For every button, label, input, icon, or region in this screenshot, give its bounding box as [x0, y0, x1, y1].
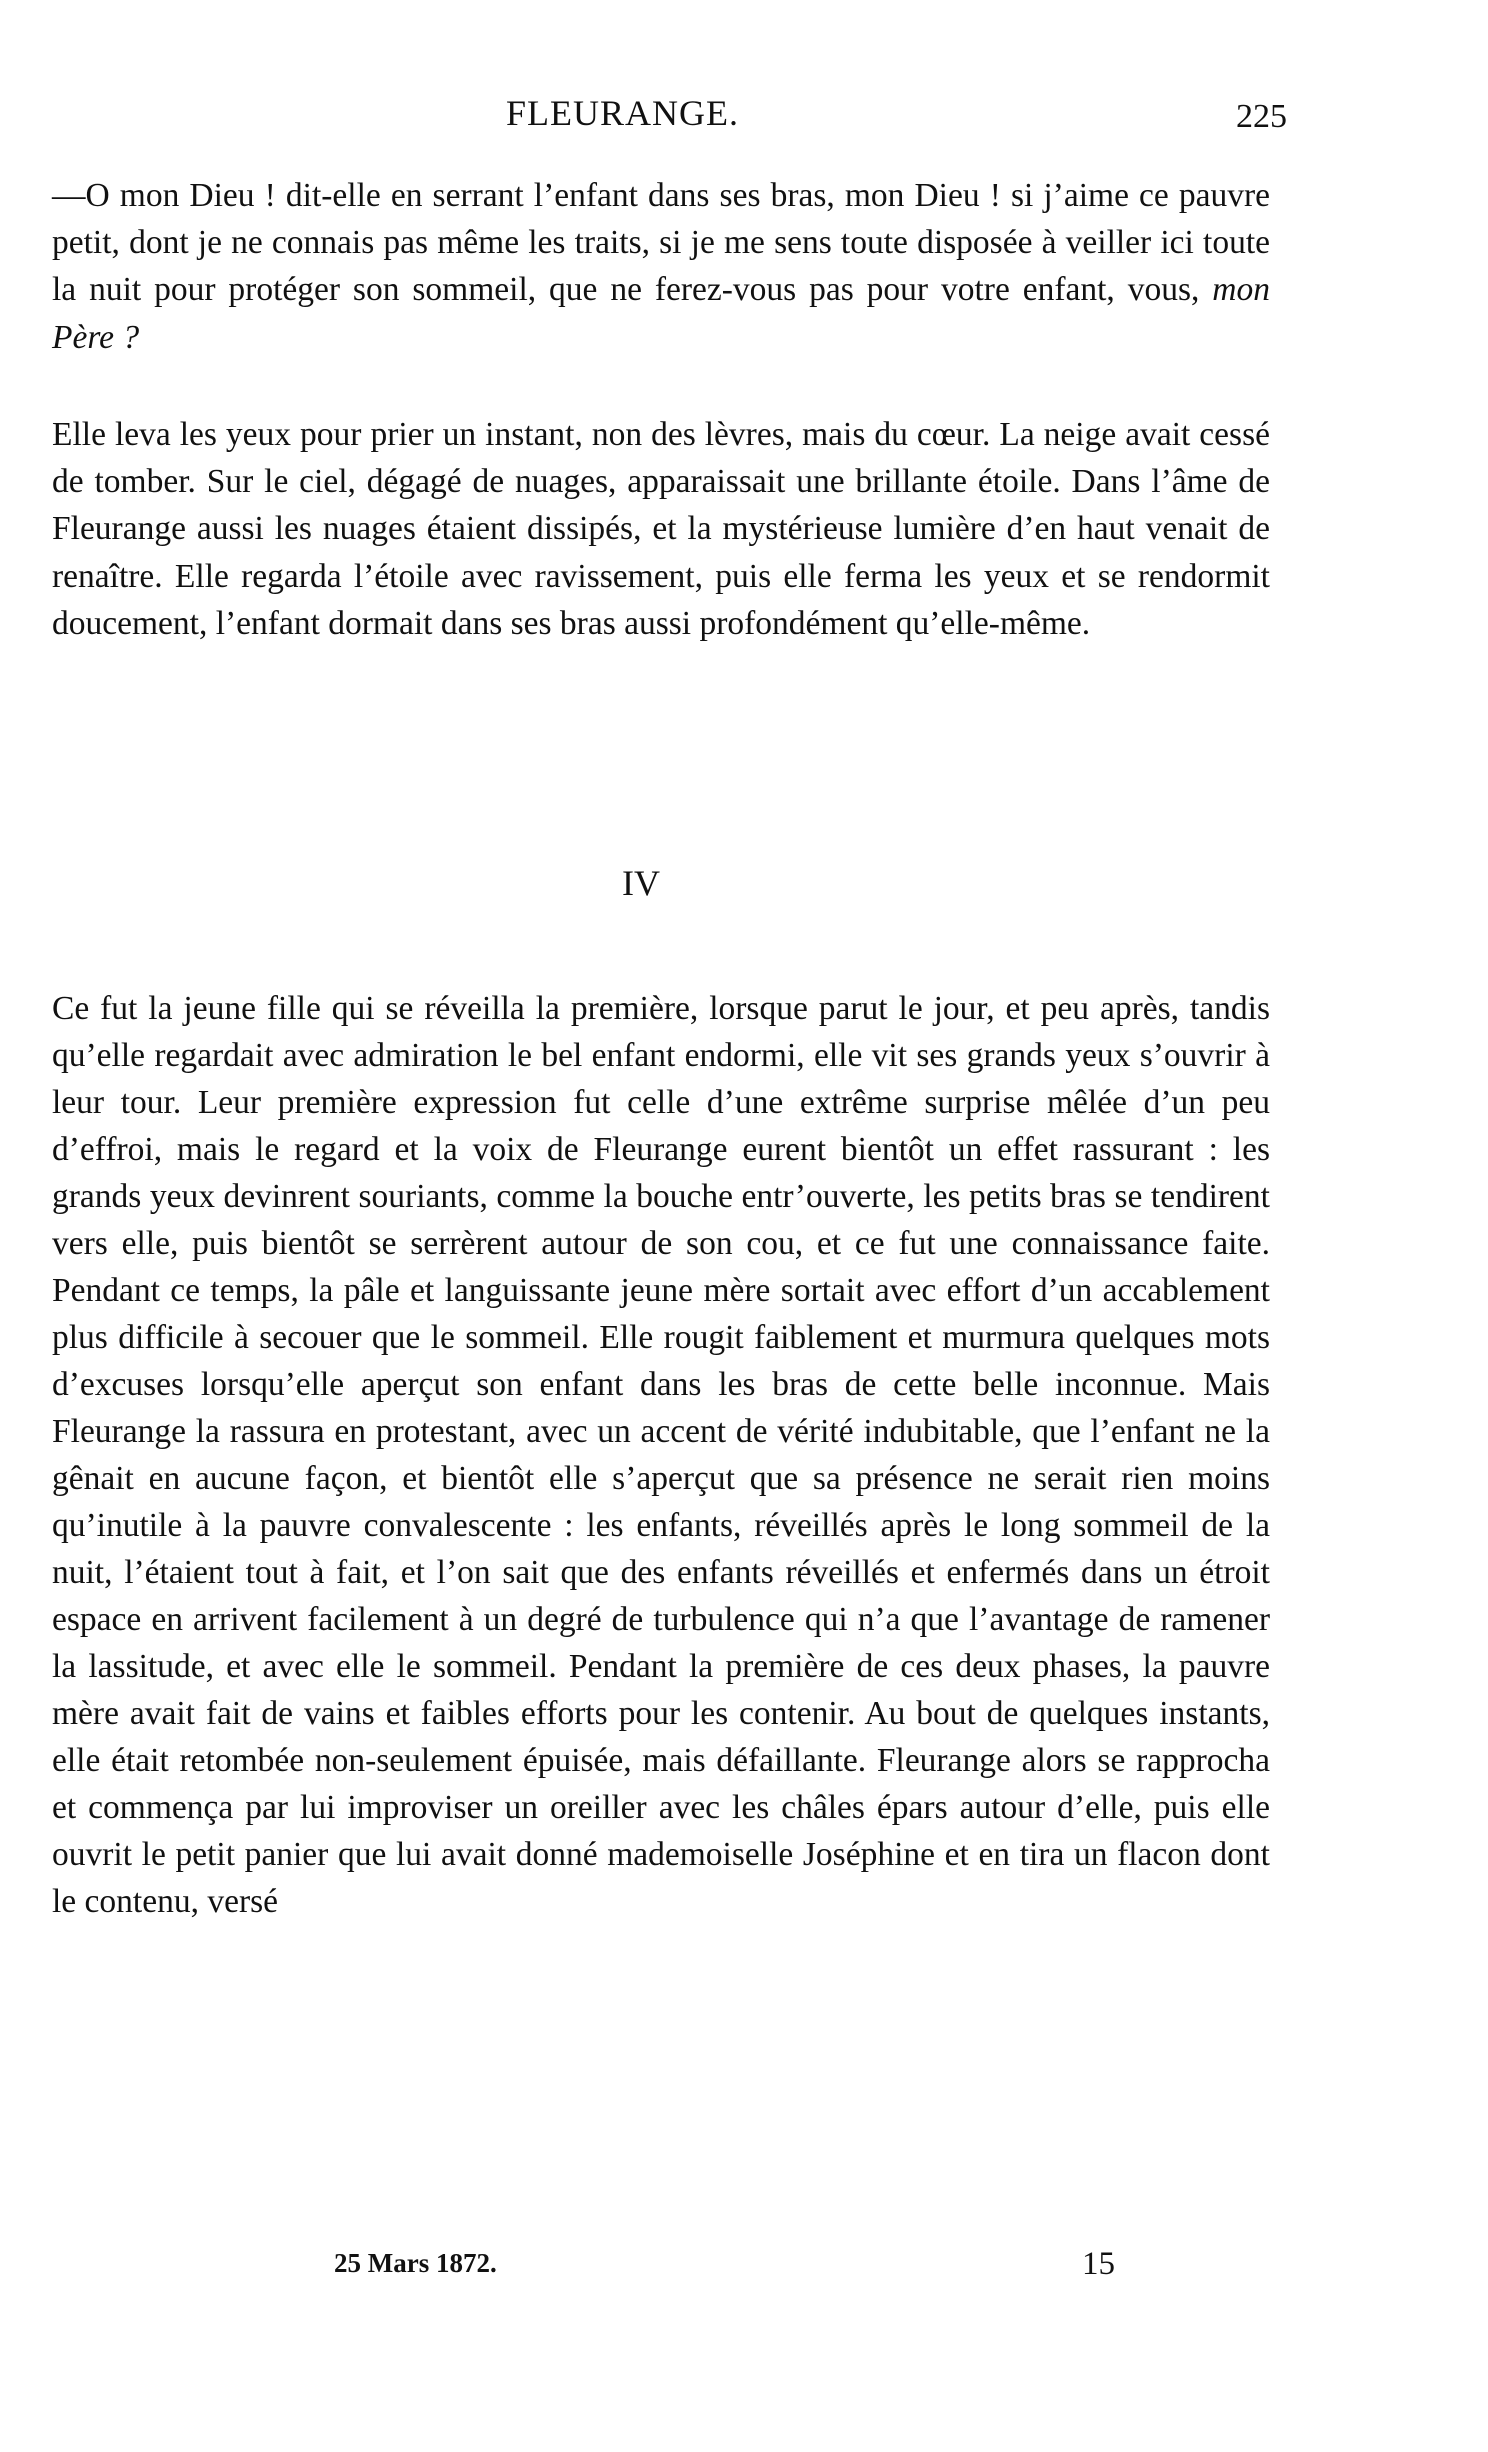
paragraph-prayer-text: —O mon Dieu ! dit-elle en serrant l’enfant dans ses bras, mon Dieu ! si j’aime ce pauvre petit, dont je ne connais pas même les traits, si je me sens toute disposée à veiller ici toute la nuit pour protéger son sommeil, que ne ferez-vous pas pour votre enfant, vous, — [52, 177, 1270, 309]
running-title: FLEURANGE. — [506, 93, 739, 133]
paragraph-prayer-italic: mon Père ? — [52, 271, 1270, 356]
signature-mark: 15 — [1082, 2246, 1115, 2282]
running-head — [0, 92, 1488, 152]
paragraph-prayer — [52, 172, 1270, 361]
paragraph-star: Elle leva les yeux pour prier un instant, non des lèvres, mais du cœur. La neige avait cessé de tomber. Sur le ciel, dégagé de nuages, apparaissait une brillante étoile. Dans l’âme de Fleurange aussi les nuages étaient dissipés, et la mystérieuse lumière d’en haut venait de renaître. Elle regarda l’étoile avec ravissement, puis elle ferma les yeux et se rendormit doucement, l’enfant dormait dans ses bras aussi profondément qu’elle-même. — [52, 416, 1270, 642]
page-footer — [0, 2248, 1488, 2296]
paragraph-morning: Ce fut la jeune fille qui se réveilla la première, lorsque parut le jour, et peu après, tandis qu’elle regardait avec admiration le bel enfant endormi, elle vit ses grands yeux s’ouvrir à leur tour. Leur première expression fut celle d’une extrême surprise mêlée d’un peu d’effroi, mais le regard et la voix de Fleurange eurent bientôt un effet rassurant : les grands yeux devinrent souriants, comme la bouche entr’ouverte, les petits bras se tendirent vers elle, puis bientôt se serrèrent autour de son cou, et ce fut une connaissance faite. Pendant ce temps, la pâle et languissante jeune mère sortait avec effort d’un accablement plus difficile à secouer que le sommeil. Elle rougit faiblement et murmura quelques mots d’excuses lorsqu’elle aperçut son enfant dans les bras de cette belle inconnue. Mais Fleurange la rassura en protestant, avec un accent de vérité indubitable, que l’enfant ne la gênait en aucune façon, et bientôt elle s’aperçut que sa présence ne serait rien moins qu’inutile à la pauvre convalescente : les enfants, réveillés après le long sommeil de la nuit, l’étaient tout à fait, et l’on sait que des enfants réveillés et enfermés dans un étroit espace en arrivent facilement à un degré de turbulence qui n’a que l’avantage de ramener la lassitude, et avec elle le sommeil. Pendant la première de ces deux phases, la pauvre mère avait fait de vains et faibles efforts pour les contenir. Au bout de quelques instants, elle était retombée non-seulement épuisée, mais défaillante. Fleurange alors se rapprocha et commença par lui improviser un oreiller avec les châles épars autour d’elle, puis elle ouvrit le petit panier que lui avait donné mademoiselle Joséphine et en tira un flacon dont le contenu, versé — [52, 990, 1270, 1920]
page-number: 225 — [1236, 98, 1287, 135]
section-number: IV — [622, 863, 660, 903]
footer-date: 25 Mars 1872. — [334, 2248, 497, 2278]
